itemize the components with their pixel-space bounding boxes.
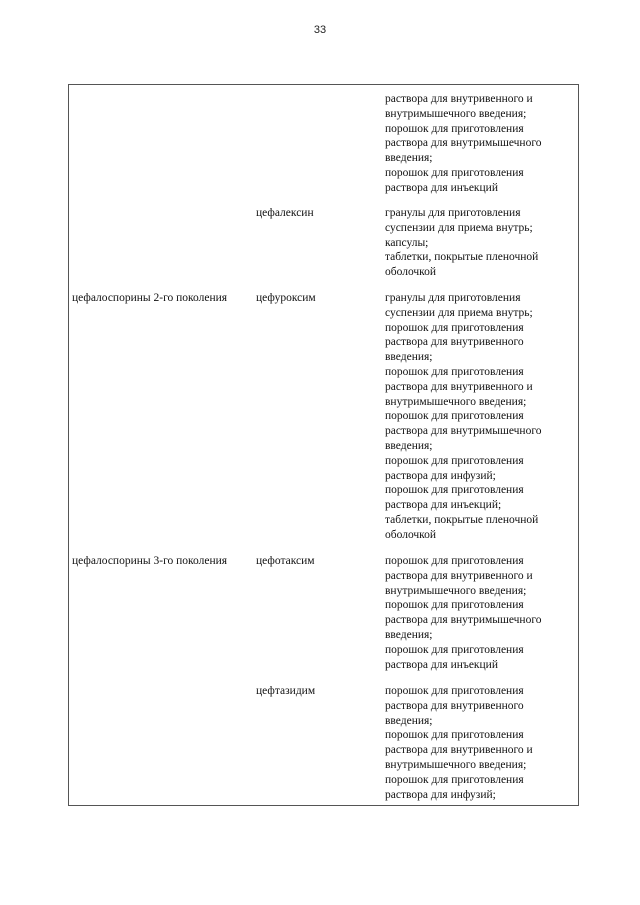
- drug-name-cell: цефотаксим: [256, 555, 315, 567]
- dosage-form-cell: раствора для внутривенного и внутримышечного введения; порошок для приготовления раствора для внутримышечного введения; порошок для приготовления раствора для инъекций: [385, 93, 542, 194]
- page-number: 33: [313, 24, 327, 36]
- drug-name-cell: цефтазидим: [256, 685, 316, 697]
- dosage-form-cell: гранулы для приготовления суспензии для приема внутрь; порошок для приготовления раствора для внутривенного введения; порошок для приготовления раствора для внутривенного и внутримышечного введения; порошок для приготовления раствора для внутримышечного введения; порошок для приготовления раствора для инфузий; порошок для приготовления раствора для инъекций; таблетки, покрытые пленочной оболочкой: [385, 292, 542, 541]
- drug-group-cell: цефалоспорины 2-го поколения: [72, 292, 228, 304]
- drug-group-cell: цефалоспорины 3-го поколения: [72, 555, 228, 567]
- dosage-form-cell: гранулы для приготовления суспензии для приема внутрь; капсулы; таблетки, покрытые пленочной оболочкой: [385, 207, 539, 279]
- dosage-form-cell: порошок для приготовления раствора для внутривенного и внутримышечного введения; порошок для приготовления раствора для внутримышечного введения; порошок для приготовления раствора для инъекций: [385, 555, 542, 671]
- dosage-form-cell: порошок для приготовления раствора для внутривенного введения; порошок для приготовления раствора для внутривенного и внутримышечного введения; порошок для приготовления раствора для инфузий;: [385, 685, 533, 801]
- drug-name-cell: цефуроксим: [256, 292, 316, 304]
- drug-name-cell: цефалексин: [256, 207, 314, 219]
- drug-table: [68, 84, 579, 806]
